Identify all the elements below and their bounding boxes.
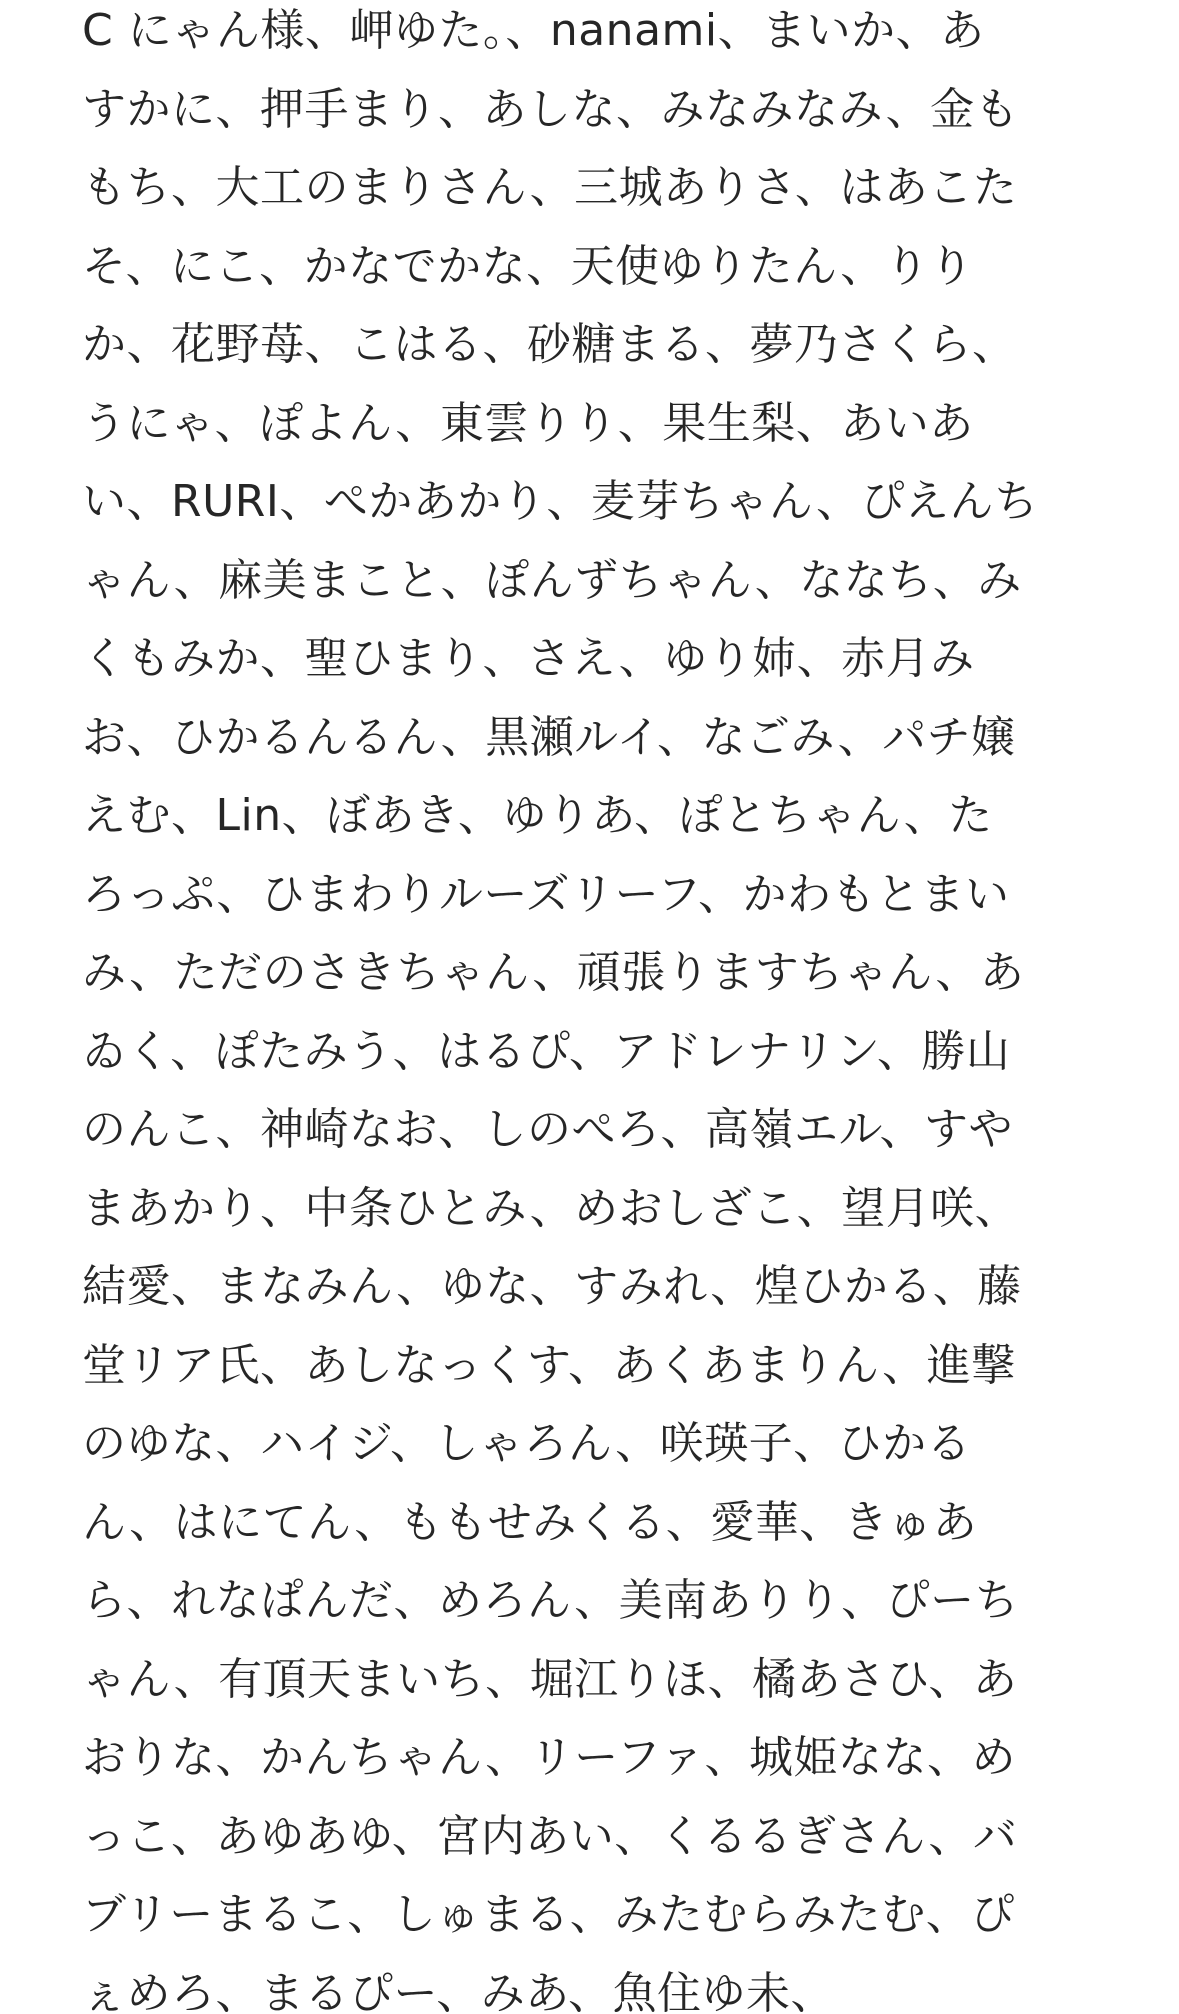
text-line: 結愛、まなみん、ゆな、すみれ、煌ひかる、藤 <box>82 1261 1022 1312</box>
text-line: 堂リア氏、あしなっくす、あくあまりん、進撃 <box>82 1339 1016 1391</box>
text-line: まあかり、中条ひとみ、めおしざこ、望月咲、 <box>82 1182 1020 1234</box>
text-line: ゃん、有頂天まいち、堀江りほ、橘あさひ、あ <box>82 1653 1018 1705</box>
text-block <box>82 0 1112 2014</box>
text-line: えむ、Lin、ぼあき、ゆりあ、ぽとちゃん、た <box>82 790 993 841</box>
text-line: か、花野苺、こはる、砂糖まる、夢乃さくら、 <box>82 319 1017 370</box>
text-line: すかに、押手まり、あしな、みなみなみ、金も <box>82 83 1020 135</box>
text-line: ブリーまるこ、しゅまる、みたむらみたむ、ぴ <box>82 1889 1015 1940</box>
text-line: ゐく、ぽたみう、はるぴ、アドレナリン、勝山 <box>82 1025 1011 1077</box>
text-line: お、ひかるんるん、黒瀬ルイ、なごみ、パチ嬢 <box>82 711 1016 763</box>
text-line: そ、にこ、かなでかな、天使ゆりたん、りり <box>82 240 974 292</box>
text-line: み、ただのさきちゃん、頑張りますちゃん、あ <box>82 947 1025 998</box>
text-line: い、RURI、ぺかあかり、麦芽ちゃん、ぴえんち <box>82 476 1039 527</box>
text-line: のんこ、神崎なお、しのぺろ、高嶺エル、すや <box>82 1104 1013 1155</box>
text-line: ぇめろ、まるぴー、みあ、魚住ゆ未、 <box>82 1967 835 2014</box>
text-line: うにゃ、ぽよん、東雲りり、果生梨、あいあ <box>82 397 974 449</box>
text-line: ゃん、麻美まこと、ぽんずちゃん、ななち、み <box>82 554 1022 606</box>
text-line: C にゃん様、岬ゆた。、nanami、まいか、あ <box>82 5 985 56</box>
text-line: のゆな、ハイジ、しゃろん、咲瑛子、ひかる <box>82 1418 972 1469</box>
text-line: ん、はにてん、ももせみくる、愛華、きゅあ <box>82 1496 978 1548</box>
text-line: っこ、あゆあゆ、宮内あい、くるるぎさん、バ <box>82 1810 1018 1862</box>
text-line: ろっぷ、ひまわりルーズリーフ、かわもとまい <box>82 868 1010 920</box>
text-line: くもみか、聖ひまり、さえ、ゆり姉、赤月み <box>82 633 975 684</box>
text-line: ら、れなぱんだ、めろん、美南ありり、ぴーち <box>82 1575 1020 1626</box>
document-page <box>82 0 1112 2014</box>
text-line: もち、大工のまりさん、三城ありさ、はあこた <box>82 162 1018 213</box>
text-line: おりな、かんちゃん、リーファ、城姫なな、め <box>82 1732 1017 1783</box>
